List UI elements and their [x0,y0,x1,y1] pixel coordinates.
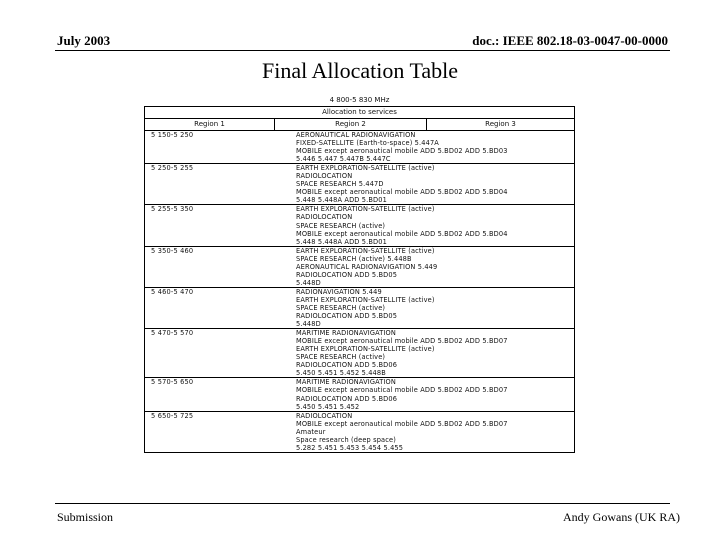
service-line: AERONAUTICAL RADIONAVIGATION 5.449 [296,262,438,271]
service-list [274,378,574,410]
region-3-header: Region 3 [485,120,516,128]
service-line: SPACE RESEARCH (active) 5.448B [296,254,412,263]
service-list [274,288,574,328]
service-line: RADIOLOCATION ADD 5.BD06 [296,361,398,370]
service-line: 5.448D [296,278,321,287]
service-line: MOBILE except aeronautical mobile ADD 5.BD02 ADD 5.BD07 [296,419,508,428]
frequency-range: 5 255-5 350 [151,205,194,214]
service-line: MARITIME RADIONAVIGATION [296,329,396,338]
frequency-range: 5 460-5 470 [151,287,194,296]
frequency-range: 5 570-5 650 [151,378,194,387]
footer-author: Andy Gowans (UK RA) [563,510,680,524]
service-line: 5.448D [296,320,321,329]
service-line: SPACE RESEARCH (active) [296,303,386,312]
region-header-row [144,119,575,131]
service-line: EARTH EXPLORATION-SATELLITE (active) [296,205,435,214]
table-row [144,288,575,329]
footer-submission: Submission [57,510,114,524]
table-row [144,164,575,205]
service-line: EARTH EXPLORATION-SATELLITE (active) [296,295,435,304]
service-line: SPACE RESEARCH (active) [296,221,386,230]
service-list [274,247,574,287]
service-line: 5.448 5.448A ADD 5.BD01 [296,237,387,246]
service-line: FIXED-SATELLITE (Earth-to-space) 5.447A [296,139,439,148]
table-row [144,205,575,246]
service-line: MOBILE except aeronautical mobile ADD 5.BD02 ADD 5.BD03 [296,147,508,156]
service-line: SPACE RESEARCH 5.447D [296,180,384,189]
frequency-range: 5 470-5 570 [151,329,194,338]
header-rule [55,50,670,51]
service-line: 5.446 5.447 5.447B 5.447C [296,155,391,164]
table-row [144,131,575,164]
service-line: 5.450 5.451 5.452 5.448B [296,369,386,378]
service-line: EARTH EXPLORATION-SATELLITE (active) [296,246,435,255]
service-line: Space research (deep space) [296,435,396,444]
service-list [274,412,574,452]
table-row [144,247,575,288]
footer-rule [55,503,670,504]
region-1-header: Region 1 [145,119,275,130]
service-line: MOBILE except aeronautical mobile ADD 5.BD02 ADD 5.BD07 [296,386,508,395]
allocation-table [144,95,575,453]
service-line: MOBILE except aeronautical mobile ADD 5.BD02 ADD 5.BD04 [296,188,508,197]
frequency-range: 5 150-5 250 [151,131,194,139]
service-line: 5.450 5.451 5.452 [296,402,360,411]
service-list [274,205,574,245]
service-line: AERONAUTICAL RADIONAVIGATION [296,131,416,139]
table-row [144,329,575,378]
header-doc-id: doc.: IEEE 802.18-03-0047-00-0000 [472,33,668,48]
service-list [274,131,574,163]
region-2-header: Region 2 [275,119,427,130]
allocation-rows [144,131,575,453]
slide-title: Final Allocation Table [261,58,459,83]
service-line: RADIOLOCATION [296,411,353,420]
service-line: EARTH EXPLORATION-SATELLITE (active) [296,164,435,173]
allocation-header: Allocation to services [144,106,575,119]
frequency-range: 5 350-5 460 [151,246,194,255]
header-date: July 2003 [57,33,111,48]
service-list [274,164,574,204]
service-line: RADIOLOCATION ADD 5.BD06 [296,394,398,403]
service-list [274,329,574,377]
service-line: RADIOLOCATION [296,172,353,181]
service-line: RADIOLOCATION ADD 5.BD05 [296,312,398,321]
frequency-band: 4 800-5 830 MHz [329,96,390,104]
table-row [144,412,575,453]
service-line: RADIONAVIGATION 5.449 [296,287,382,296]
service-line: Amateur [296,427,326,436]
table-row [144,378,575,411]
service-line: SPACE RESEARCH (active) [296,353,386,362]
service-line: EARTH EXPLORATION-SATELLITE (active) [296,345,435,354]
service-line: RADIOLOCATION ADD 5.BD05 [296,270,398,279]
service-line: MOBILE except aeronautical mobile ADD 5.BD02 ADD 5.BD07 [296,337,508,346]
service-line: MARITIME RADIONAVIGATION [296,378,396,387]
service-line: 5.282 5.451 5.453 5.454 5.455 [296,443,404,452]
frequency-range: 5 650-5 725 [151,411,194,420]
service-line: RADIOLOCATION [296,213,353,222]
service-line: MOBILE except aeronautical mobile ADD 5.BD02 ADD 5.BD04 [296,229,508,238]
frequency-range: 5 250-5 255 [151,164,194,173]
service-line: 5.448 5.448A ADD 5.BD01 [296,196,387,205]
